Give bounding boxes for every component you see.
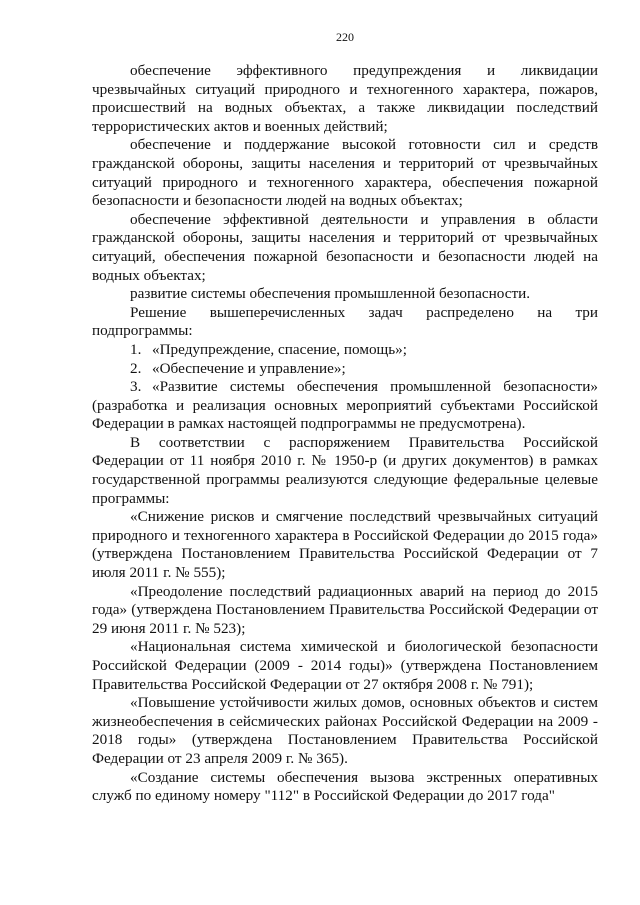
subprogram-number: 1. (130, 340, 142, 358)
paragraph-program-radiation: «Преодоление последствий радиационных аварий на период до 2015 года» (утверждена Постановлением Правительства Российской Федерации от 29 июня 2011 г. № 523); (92, 582, 598, 637)
paragraph-task-2: обеспечение и поддержание высокой готовности сил и средств гражданской обороны, защиты населения и территорий от чрезвычайных ситуаций природного и техногенного характера, обеспечения пожарной безопасности и безопасности людей на водных объектах; (92, 136, 598, 210)
page-number: 220 (336, 30, 354, 44)
subprogram-item-1 (92, 341, 598, 360)
paragraph-task-4: развитие системы обеспечения промышленной безопасности. (130, 285, 531, 303)
paragraph-program-risk-reduction: «Снижение рисков и смягчение последствий чрезвычайных ситуаций природного и техногенного характера в Российской Федерации до 2015 года» (утверждена Постановлением Правительства Российской Федерации от 7 июля 2011 г. № 555); (92, 508, 598, 582)
paragraph-program-seismic: «Повышение устойчивости жилых домов, основных объектов и систем жизнеобеспечения в сейсмических районах Российской Федерации на 2009 - 2018 годы» (утверждена Постановлением Правительства Российской Федерации от 23 апреля 2009 г. № 365). (92, 694, 598, 767)
paragraph-subprograms-intro: Решение вышеперечисленных задач распределено на три подпрограммы: (92, 303, 598, 340)
paragraph-program-chemical-biological: «Национальная система химической и биологической безопасности Российской Федерации (2009 - 2014 годы)» (утверждена Постановлением Правительства Российской Федерации от 27 октября 2008 г. № 791); (92, 638, 598, 693)
paragraph-program-112: «Создание системы обеспечения вызова экстренных оперативных служб по единому номеру "112" в Российской Федерации до 2017 года" (92, 768, 598, 805)
subprogram-number: 2. (130, 359, 142, 377)
paragraph-federal-programs-intro: В соответствии с распоряжением Правительства Российской Федерации от 11 ноября 2010 г. № 1950-р (и других документов) в рамках государственной программы реализуются следующие федеральные целевые программы: (92, 433, 598, 507)
subprogram-text: «Предупреждение, спасение, помощь»; (152, 340, 407, 358)
subprogram-text: «Развитие системы обеспечения промышленной безопасности» (разработка и реализация основных мероприятий субъектами Российской Федерации в рамках настоящей подпрограммы не предусмотрена). (92, 378, 598, 433)
subprogram-item-3 (92, 378, 598, 434)
subprogram-number: 3. (130, 378, 142, 396)
paragraph-task-1: обеспечение эффективного предупреждения и ликвидации чрезвычайных ситуаций природного и техногенного характера, пожаров, происшествий на водных объектах, а также ликвидации последствий террористических актов и военных действий; (92, 62, 598, 135)
subprogram-item-2 (92, 360, 598, 379)
paragraph-task-3: обеспечение эффективной деятельности и управления в области гражданской обороны, защиты населения и территорий от чрезвычайных ситуаций, обеспечения пожарной безопасности и безопасности людей на водных объектах; (92, 210, 598, 284)
document-page (92, 30, 598, 806)
subprogram-text: «Обеспечение и управление»; (152, 359, 346, 377)
